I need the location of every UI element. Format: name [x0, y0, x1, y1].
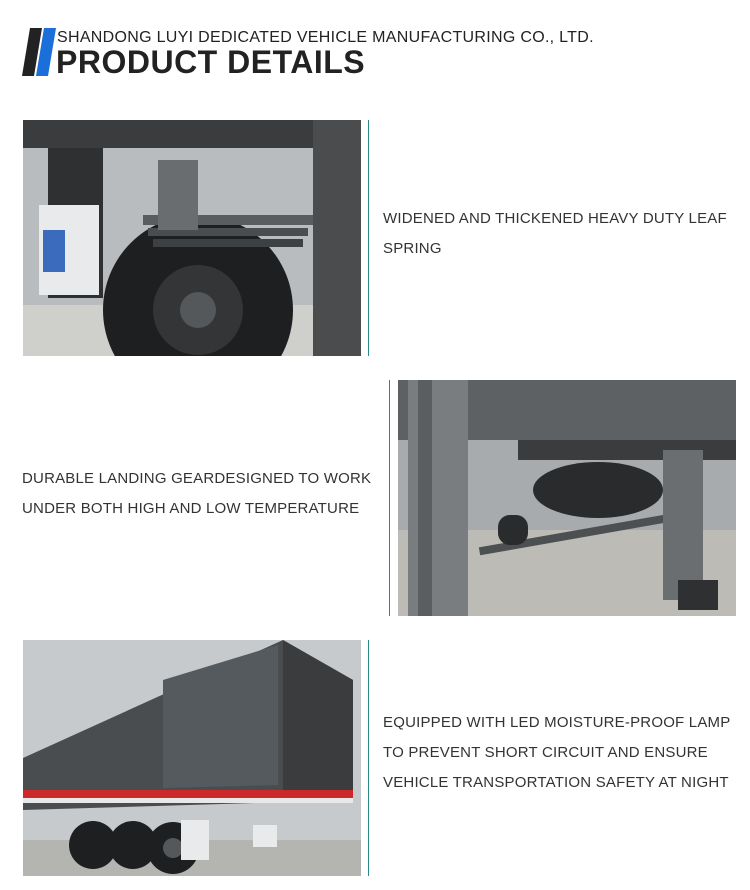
landing-gear-photo — [398, 380, 736, 616]
brand-slash-icon — [22, 28, 56, 76]
leaf-spring-photo — [23, 120, 361, 356]
trailer-photo — [23, 640, 361, 876]
company-name: SHANDONG LUYI DEDICATED VEHICLE MANUFACTURING CO., LTD. — [57, 29, 594, 46]
detail-caption: EQUIPPED WITH LED MOISTURE-PROOF LAMP TO PREVENT SHORT CIRCUIT AND ENSURE VEHICLE TRANSPORTATION SAFETY AT NIGHT — [383, 714, 731, 791]
page-title: PRODUCT DETAILS — [56, 44, 366, 80]
page-header — [22, 28, 742, 88]
detail-caption: WIDENED AND THICKENED HEAVY DUTY LEAF SPRING — [383, 210, 727, 257]
divider-line — [389, 380, 390, 616]
detail-caption: DURABLE LANDING GEARDESIGNED TO WORK UNDER BOTH HIGH AND LOW TEMPERATURE — [22, 470, 372, 517]
divider-line — [368, 120, 369, 356]
divider-line — [368, 640, 369, 876]
